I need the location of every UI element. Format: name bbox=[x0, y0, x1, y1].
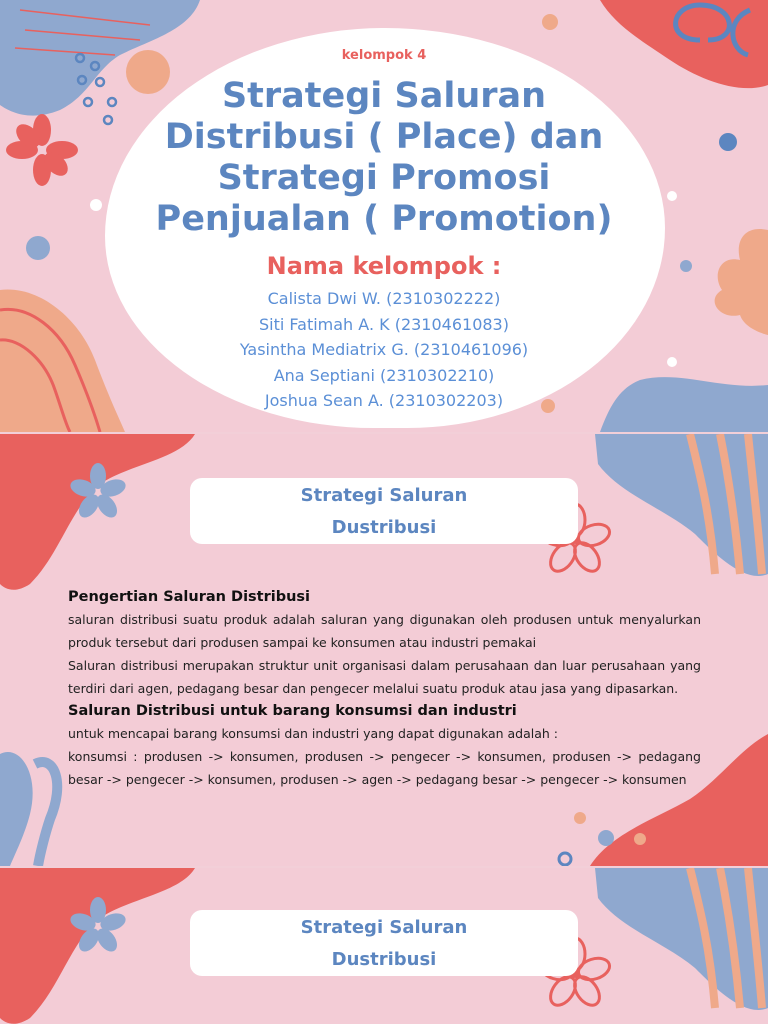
section2-paragraph-2: konsumsi : produsen -> konsumen, produsen -> pengecer -> konsumen, produsen -> pedagang besar -> pengecer -> konsumen, produsen -> agen -> pedagang besar -> pengecer -> konsumen bbox=[68, 749, 701, 787]
presentation-title bbox=[134, 76, 634, 240]
section1-paragraph-2: Saluran distribusi merupakan struktur unit organisasi dalam perusahaan dan luar perusahaan yang terdiri dari agen, pedagang besar dan pengecer melalui suatu produk atau jasa yang dipasarkan. bbox=[68, 658, 701, 696]
card-line-1: Strategi Saluran bbox=[300, 917, 468, 938]
section2-paragraph-1: untuk mencapai barang konsumsi dan industri yang dapat digunakan adalah : bbox=[68, 726, 559, 741]
member-item: Joshua Sean A. (2310302203) bbox=[264, 391, 504, 410]
section2-heading: Saluran Distribusi untuk barang konsumsi dan industri bbox=[68, 703, 517, 719]
group-tag: kelompok 4 bbox=[341, 48, 427, 63]
title-line-2: Distribusi ( Place) dan bbox=[164, 117, 604, 157]
members-list bbox=[0, 286, 768, 414]
member-item: Siti Fatimah A. K (2310461083) bbox=[259, 314, 509, 334]
title-line-3: Strategi Promosi bbox=[217, 158, 551, 198]
card-line-2: Dustribusi bbox=[331, 517, 437, 538]
member-item: Yasintha Mediatrix G. (2310461096) bbox=[239, 340, 529, 359]
section1-heading: Pengertian Saluran Distribusi bbox=[68, 589, 311, 605]
title-line-4: Penjualan ( Promotion) bbox=[155, 199, 613, 239]
member-item: Ana Septiani (2310302210) bbox=[273, 365, 495, 385]
title-line-1: Strategi Saluran bbox=[221, 76, 547, 116]
section1-paragraph-1: saluran distribusi suatu produk adalah saluran yang digunakan oleh produsen untuk menyalurkan produk tersebut dari produsen sampai ke konsumen atau industri pemakai bbox=[68, 612, 701, 650]
slide2-title-card bbox=[190, 478, 578, 544]
cover-slide bbox=[0, 0, 768, 432]
card-line-2: Dustribusi bbox=[331, 949, 437, 970]
card-line-1: Strategi Saluran bbox=[300, 485, 468, 506]
slide2-body bbox=[68, 586, 701, 791]
distribution-slide bbox=[0, 434, 768, 866]
member-item: Calista Dwi W. (2310302222) bbox=[267, 289, 501, 308]
slide3-title-card bbox=[190, 910, 578, 976]
distribution-slide-repeat bbox=[0, 868, 768, 1024]
members-heading: Nama kelompok : bbox=[266, 252, 502, 280]
